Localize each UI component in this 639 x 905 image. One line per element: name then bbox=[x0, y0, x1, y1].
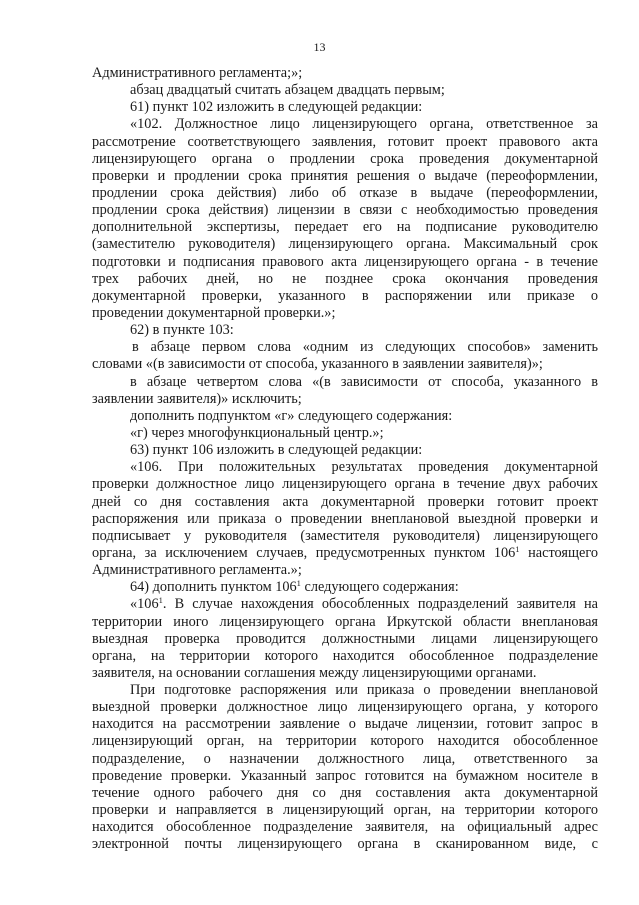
text-line: органа, на территории которого находится обособленное подразделение bbox=[92, 647, 598, 664]
text-line: Административного регламента;»; bbox=[92, 65, 303, 81]
text-line: документарной проверки, указанного в распоряжении или приказе о bbox=[92, 287, 598, 304]
text-line: словами «(в зависимости от способа, указанного в заявлении заявителя)»; bbox=[92, 356, 543, 373]
text-line: Административного регламента.»; bbox=[92, 562, 302, 579]
document-body bbox=[92, 65, 598, 853]
text-line: лицензирующего органа о продлении срока проведения документарной bbox=[92, 150, 598, 167]
text-line: дней со дня составления акта документарной проверки готовит проект bbox=[92, 493, 598, 510]
text-line: дополнить подпунктом «г» следующего содержания: bbox=[130, 407, 453, 424]
text-line: «$106^1$. В случае нахождения обособленных подразделений заявителя на bbox=[130, 595, 598, 613]
text-line: электронной почты лицензирующего органа в сканированном виде, с bbox=[92, 836, 598, 853]
text-line: подготовки и подписания правового акта лицензирующего органа - в течение bbox=[92, 253, 598, 270]
text-line: продлении срока действия) либо об отказе в выдаче (переоформлении, bbox=[92, 184, 598, 201]
text-line: распоряжения или приказа о проведении внеплановой выездной проверки и bbox=[92, 510, 598, 527]
text-line: выездная проверка проводится должностными лицами лицензирующего bbox=[92, 630, 598, 647]
text-line: абзац двадцатый считать абзацем двадцать первым; bbox=[130, 82, 445, 99]
text-line: проведение проверки. Указанный запрос готовится на бумажном носителе в bbox=[92, 767, 598, 784]
text-line: продлении срока действия) лицензии в связи с необходимостью проведения bbox=[92, 202, 598, 219]
text-line: При подготовке распоряжения или приказа о проведении внеплановой bbox=[130, 682, 598, 699]
text-line: течение одного рабочего дня со дня составления акта документарной bbox=[92, 784, 598, 801]
superscript: 1 bbox=[296, 578, 301, 589]
text-line: органа, за исключением случаев, предусмотренных пунктом $106^1$ настоящего bbox=[92, 543, 598, 561]
text-line: «102. Должностное лицо лицензирующего органа, ответственное за bbox=[130, 116, 598, 133]
text-line: проверки и направляется в лицензирующий орган, на территории которого bbox=[92, 802, 598, 819]
text-line: подразделение, о назначении должностного лица, ответственного за bbox=[92, 750, 598, 767]
text-line: 64) дополнить пунктом $106^1$ следующего содержания: bbox=[130, 578, 459, 596]
text-line: в абзаце четвертом слова «(в зависимости от способа, указанного в bbox=[130, 373, 598, 390]
superscript: 1 bbox=[158, 595, 163, 606]
text-line: 63) пункт 106 изложить в следующей редакции: bbox=[130, 442, 423, 459]
text-line: лицензирующий орган, на территории которого находится обособленное bbox=[92, 733, 598, 750]
text-line: территории иного лицензирующего органа Иркутской области внеплановая bbox=[92, 613, 598, 630]
text-line: 61) пункт 102 изложить в следующей редакции: bbox=[130, 99, 423, 116]
text-line: 62) в пункте 103: bbox=[130, 322, 234, 339]
text-line: рассмотрение соответствующего заявления, готовит проект правового акта bbox=[92, 133, 598, 150]
text-line: проведении документарной проверки.»; bbox=[92, 304, 336, 321]
text-line: проверки и продлении срока принятия решения о выдаче (переоформлении, bbox=[92, 167, 598, 184]
text-line: выездной проверки должностное лицо лицензирующего органа, у которого bbox=[92, 699, 598, 716]
text-line: подписывает у руководителя (заместителя руководителя) лицензирующего bbox=[92, 527, 598, 544]
page-number: 13 bbox=[313, 40, 326, 54]
text-line: в абзаце первом слова «одним из следующих способов» заменить bbox=[132, 339, 598, 356]
text-line: проверки должностное лицо лицензирующего органа в течение двух рабочих bbox=[92, 476, 598, 493]
text-line: находится на рассмотрении заявление о выдаче лицензии, готовит запрос в bbox=[92, 716, 598, 733]
text-line: трех рабочих дней, но не позднее срока окончания проведения bbox=[92, 270, 598, 287]
text-line: заявлении заявителя)» исключить; bbox=[92, 390, 302, 407]
text-line: дополнительной экспертизы, передает его на подписание руководителю bbox=[92, 219, 598, 236]
superscript: 1 bbox=[515, 543, 520, 554]
text-line: (заместителю руководителя) лицензирующего органа. Максимальный срок bbox=[92, 236, 598, 253]
text-line: «106. При положительных результатах проведения документарной bbox=[130, 459, 598, 476]
text-line: «г) через многофункциональный центр.»; bbox=[130, 424, 384, 441]
text-line: заявителя, на основании соглашения между лицензирующими органами. bbox=[92, 664, 537, 681]
text-line: находится обособленное подразделение заявителя, на официальный адрес bbox=[92, 819, 598, 836]
